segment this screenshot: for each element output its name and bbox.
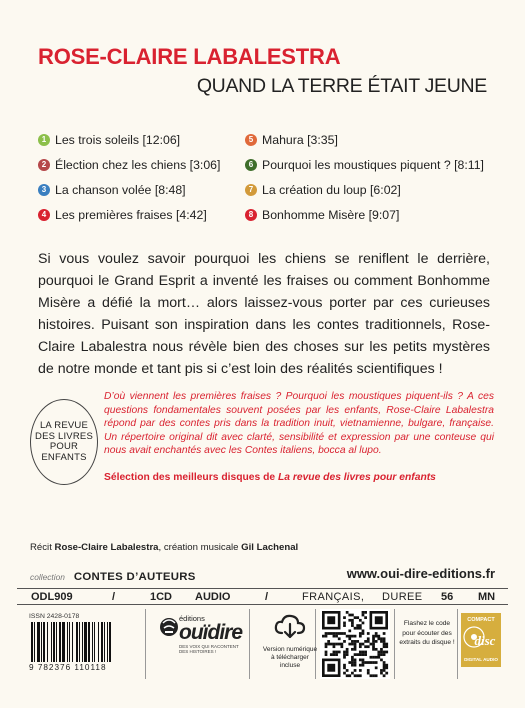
track-title: Pourquoi les moustiques piquent ? [8:11] [262, 157, 484, 172]
ref-code: ODL909 [31, 591, 73, 603]
bottom-boxes [17, 605, 508, 683]
editions-name: ouïdire [179, 621, 243, 644]
album-description: Si vous voulez savoir pourquoi les chiens se reniflent le derrière, pourquoi le Grand Esprit a inventé les fraises ou comment Bonhomme Misère a défié la mort… alors laissez-vous porter par ces curieuses histoires. Puisant son inspiration dans les contes traditionnels, Rose-Claire Labalestra nous révèle bien des choses sur les petits mystères de notre monde et tant pis si c’est loin des réalités scientifiques ! [38, 251, 490, 377]
track-title: Les premières fraises [4:42] [55, 207, 207, 222]
credits-music-name: Gil Lachenal [241, 542, 299, 553]
download-line2: à télécharger [271, 654, 309, 661]
flash-line1: Flashez le code [403, 620, 451, 627]
track-number-badge: 8 [245, 209, 257, 221]
cd-logo-bottom: DIGITAL AUDIO [464, 657, 498, 662]
track-item [38, 182, 245, 197]
credits-music-label: , création musicale [158, 542, 242, 553]
flash-line2: pour écouter des [402, 629, 452, 637]
track-number-badge: 7 [245, 184, 257, 196]
editions-tagline: DES VOIX QUI RACONTENT DES HISTOIRES ! [179, 644, 239, 654]
language: FRANÇAIS, [302, 591, 365, 603]
media-count: 1CD [150, 591, 173, 603]
selection-prefix: Sélection des meilleurs disques de [104, 472, 278, 483]
revue-logo-line2: DES LIVRES [35, 430, 93, 442]
barcode-block [29, 613, 139, 672]
duration-unit: MN [478, 591, 496, 603]
revue-logo-line1: LA REVUE [39, 420, 89, 431]
author-name: ROSE-CLAIRE LABALESTRA [38, 44, 341, 69]
download-block [255, 613, 325, 670]
duration-value: 56 [441, 591, 454, 603]
track-title: Élection chez les chiens [3:06] [55, 157, 221, 172]
collection-name: CONTES D’AUTEURS [73, 571, 196, 583]
track-title: La création du loup [6:02] [262, 182, 401, 197]
track-number-badge: 5 [245, 134, 257, 146]
credits-recit-label: Récit [30, 542, 55, 553]
sep-2: / [265, 591, 269, 603]
track-item [245, 207, 498, 222]
flash-line3: extraits du disque ! [399, 639, 455, 647]
track-item [245, 157, 498, 172]
cd-logo-middle: disc [474, 633, 496, 648]
media-type: AUDIO [195, 591, 231, 603]
track-title: Bonhomme Misère [9:07] [262, 207, 400, 222]
product-info-bar [17, 588, 508, 605]
credits [30, 542, 298, 553]
track-title: Les trois soleils [12:06] [55, 132, 181, 147]
barcode-icon [29, 622, 137, 662]
track-number-badge: 4 [38, 209, 50, 221]
album-title: QUAND LA TERRE ÉTAIT JEUNE [196, 75, 487, 97]
duration-label: DUREE [382, 591, 423, 603]
track-item [245, 132, 498, 147]
website-link[interactable]: www.oui-dire-editions.fr [346, 566, 495, 581]
revue-livres-logo [30, 399, 98, 485]
track-title: La chanson volée [8:48] [55, 182, 186, 197]
selection-publication: La revue des livres pour enfants [277, 472, 436, 483]
track-item [38, 132, 245, 147]
issn-number: ISSN 2428-0178 [29, 613, 80, 620]
qr-code-icon[interactable] [320, 609, 390, 679]
track-number-badge: 3 [38, 184, 50, 196]
selection-note [104, 472, 499, 483]
divider [249, 609, 250, 679]
track-item [245, 182, 498, 197]
cd-logo-top: COMPACT [467, 617, 495, 623]
track-item [38, 207, 245, 222]
divider [394, 609, 395, 679]
compact-disc-logo-icon [461, 613, 501, 667]
editions-logo [157, 615, 247, 658]
credits-recit-name: Rose-Claire Labalestra [54, 542, 159, 553]
cloud-download-icon [273, 613, 307, 639]
track-item [38, 157, 245, 172]
flash-instructions [399, 619, 455, 648]
revue-logo-line4: ENFANTS [41, 451, 87, 463]
track-list [38, 132, 498, 222]
revue-logo-line3: POUR [49, 441, 79, 452]
ean-number: 9 782376 110118 [29, 663, 107, 672]
track-number-badge: 1 [38, 134, 50, 146]
track-number-badge: 2 [38, 159, 50, 171]
sep-1: / [112, 591, 116, 603]
editions-small: éditions [179, 614, 205, 623]
divider [457, 609, 458, 679]
collection-small: collection [30, 572, 65, 582]
track-number-badge: 6 [245, 159, 257, 171]
download-line3: incluse [279, 662, 301, 669]
track-title: Mahura [3:35] [262, 132, 338, 147]
collection-label [30, 567, 196, 585]
review-quote: D’où viennent les premières fraises ? Pourquoi les moustiques piquent-ils ? A ces questions fondamentales souvent posées par les enfants, Rose-Claire Labalestra répond par des contes pris dans la tradition inuit, vietnamienne, bulgare, française. Un répertoire original dit avec clarté, sensibilité et expression par une conteuse qui nous avait enchantés avec les Contes italiens, bocca al lupo. [104, 391, 494, 457]
download-line1: Version numérique [262, 646, 318, 653]
divider [145, 609, 146, 679]
